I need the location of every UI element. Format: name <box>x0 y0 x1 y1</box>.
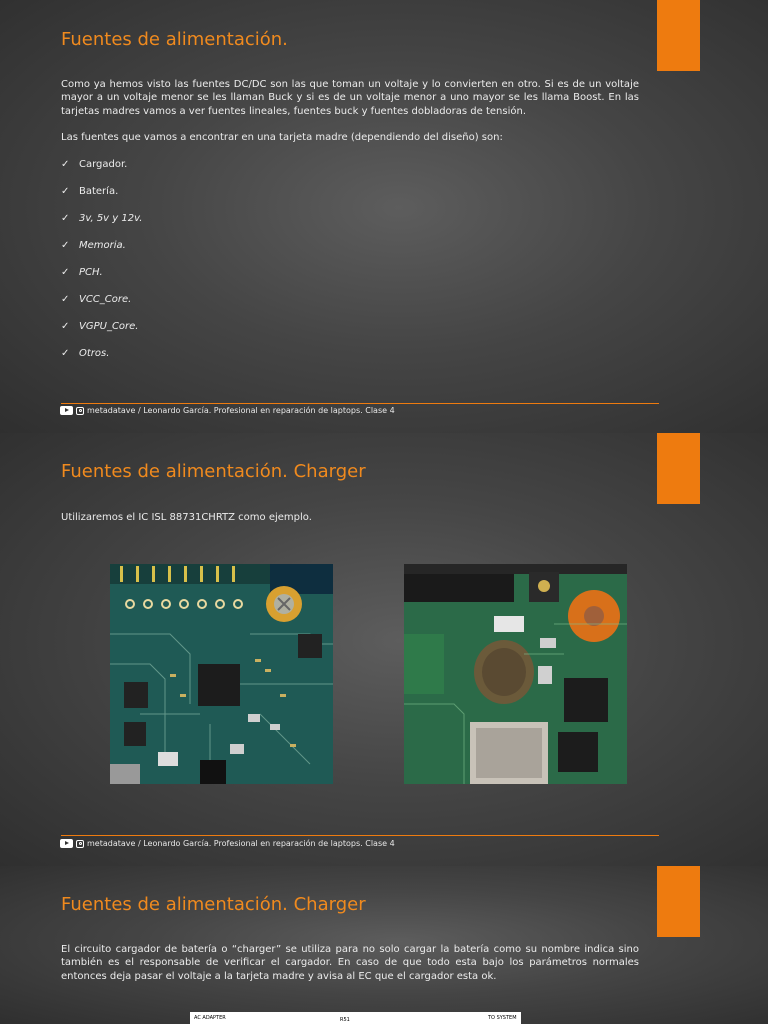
list-item <box>61 213 142 240</box>
slide-paragraph: El circuito cargador de batería o “charger” se utiliza para no solo cargar la batería como su nombre indica sino también es el responsable de verificar el cargador. En caso de que todo esta bajo los parámetros normales entonces deja pasar el voltaje a la tarjeta madre y avisa al EC que el cargador esta ok. <box>61 944 639 982</box>
list-item <box>61 348 142 375</box>
accent-tab <box>657 0 700 71</box>
charger-schematic <box>190 1012 521 1024</box>
photo-charger-ic <box>110 564 333 784</box>
check-icon: ✓ <box>61 159 70 170</box>
list-item <box>61 186 142 213</box>
list-item <box>61 267 142 294</box>
slide-1 <box>0 0 768 433</box>
footer-text: metadatave / Leonardo García. Profesional en reparación de laptops. Clase 4 <box>87 839 395 848</box>
footer-rule <box>61 835 659 836</box>
list-item-label: VCC_Core. <box>79 294 132 305</box>
accent-tab <box>657 433 700 504</box>
check-icon: ✓ <box>61 240 70 251</box>
check-icon: ✓ <box>61 321 70 332</box>
list-item-label: Memoria. <box>79 240 126 251</box>
list-item <box>61 240 142 267</box>
slide-title: Fuentes de alimentación. Charger <box>61 894 366 915</box>
footer-rule <box>61 403 659 404</box>
footer <box>60 406 395 415</box>
list-intro-paragraph: Las fuentes que vamos a encontrar en una tarjeta madre (dependiendo del diseño) son: <box>61 132 503 143</box>
slide-title: Fuentes de alimentación. Charger <box>61 461 366 482</box>
slide-2 <box>0 433 768 866</box>
list-item <box>61 321 142 348</box>
accent-tab <box>657 866 700 937</box>
footer <box>60 839 395 848</box>
list-item <box>61 294 142 321</box>
check-icon: ✓ <box>61 348 70 359</box>
instagram-icon <box>76 840 84 848</box>
instagram-icon <box>76 407 84 415</box>
slide-title: Fuentes de alimentación. <box>61 29 288 50</box>
schematic-label-center: R51 <box>340 1017 350 1023</box>
schematic-label-left: AC ADAPTER <box>194 1015 226 1021</box>
slide-3 <box>0 866 768 1024</box>
list-item-label: VGPU_Core. <box>79 321 139 332</box>
list-item-label: Otros. <box>79 348 110 359</box>
youtube-icon <box>60 839 73 848</box>
list-item <box>61 159 142 186</box>
list-item-label: PCH. <box>79 267 103 278</box>
list-item-label: 3v, 5v y 12v. <box>79 213 143 224</box>
check-icon: ✓ <box>61 213 70 224</box>
check-icon: ✓ <box>61 186 70 197</box>
youtube-icon <box>60 406 73 415</box>
footer-text: metadatave / Leonardo García. Profesional en reparación de laptops. Clase 4 <box>87 406 395 415</box>
list-item-label: Batería. <box>79 186 119 197</box>
photo-charger-inductors <box>404 564 627 784</box>
check-icon: ✓ <box>61 267 70 278</box>
check-icon: ✓ <box>61 294 70 305</box>
slide-paragraph: Utilizaremos el IC ISL 88731CHRTZ como ejemplo. <box>61 512 312 523</box>
schematic-label-right: TO SYSTEM <box>488 1015 517 1021</box>
intro-paragraph: Como ya hemos visto las fuentes DC/DC son las que toman un voltaje y lo convierten en otro. Si es de un voltaje mayor a un voltaje menor se les llaman Buck y si es de un voltaje menor a uno mayor se les llama Boost. En las tarjetas madres vamos a ver fuentes lineales, fuentes buck y fuentes dobladoras de tensión. <box>61 79 639 117</box>
list-item-label: Cargador. <box>79 159 128 170</box>
power-source-list <box>61 159 142 375</box>
